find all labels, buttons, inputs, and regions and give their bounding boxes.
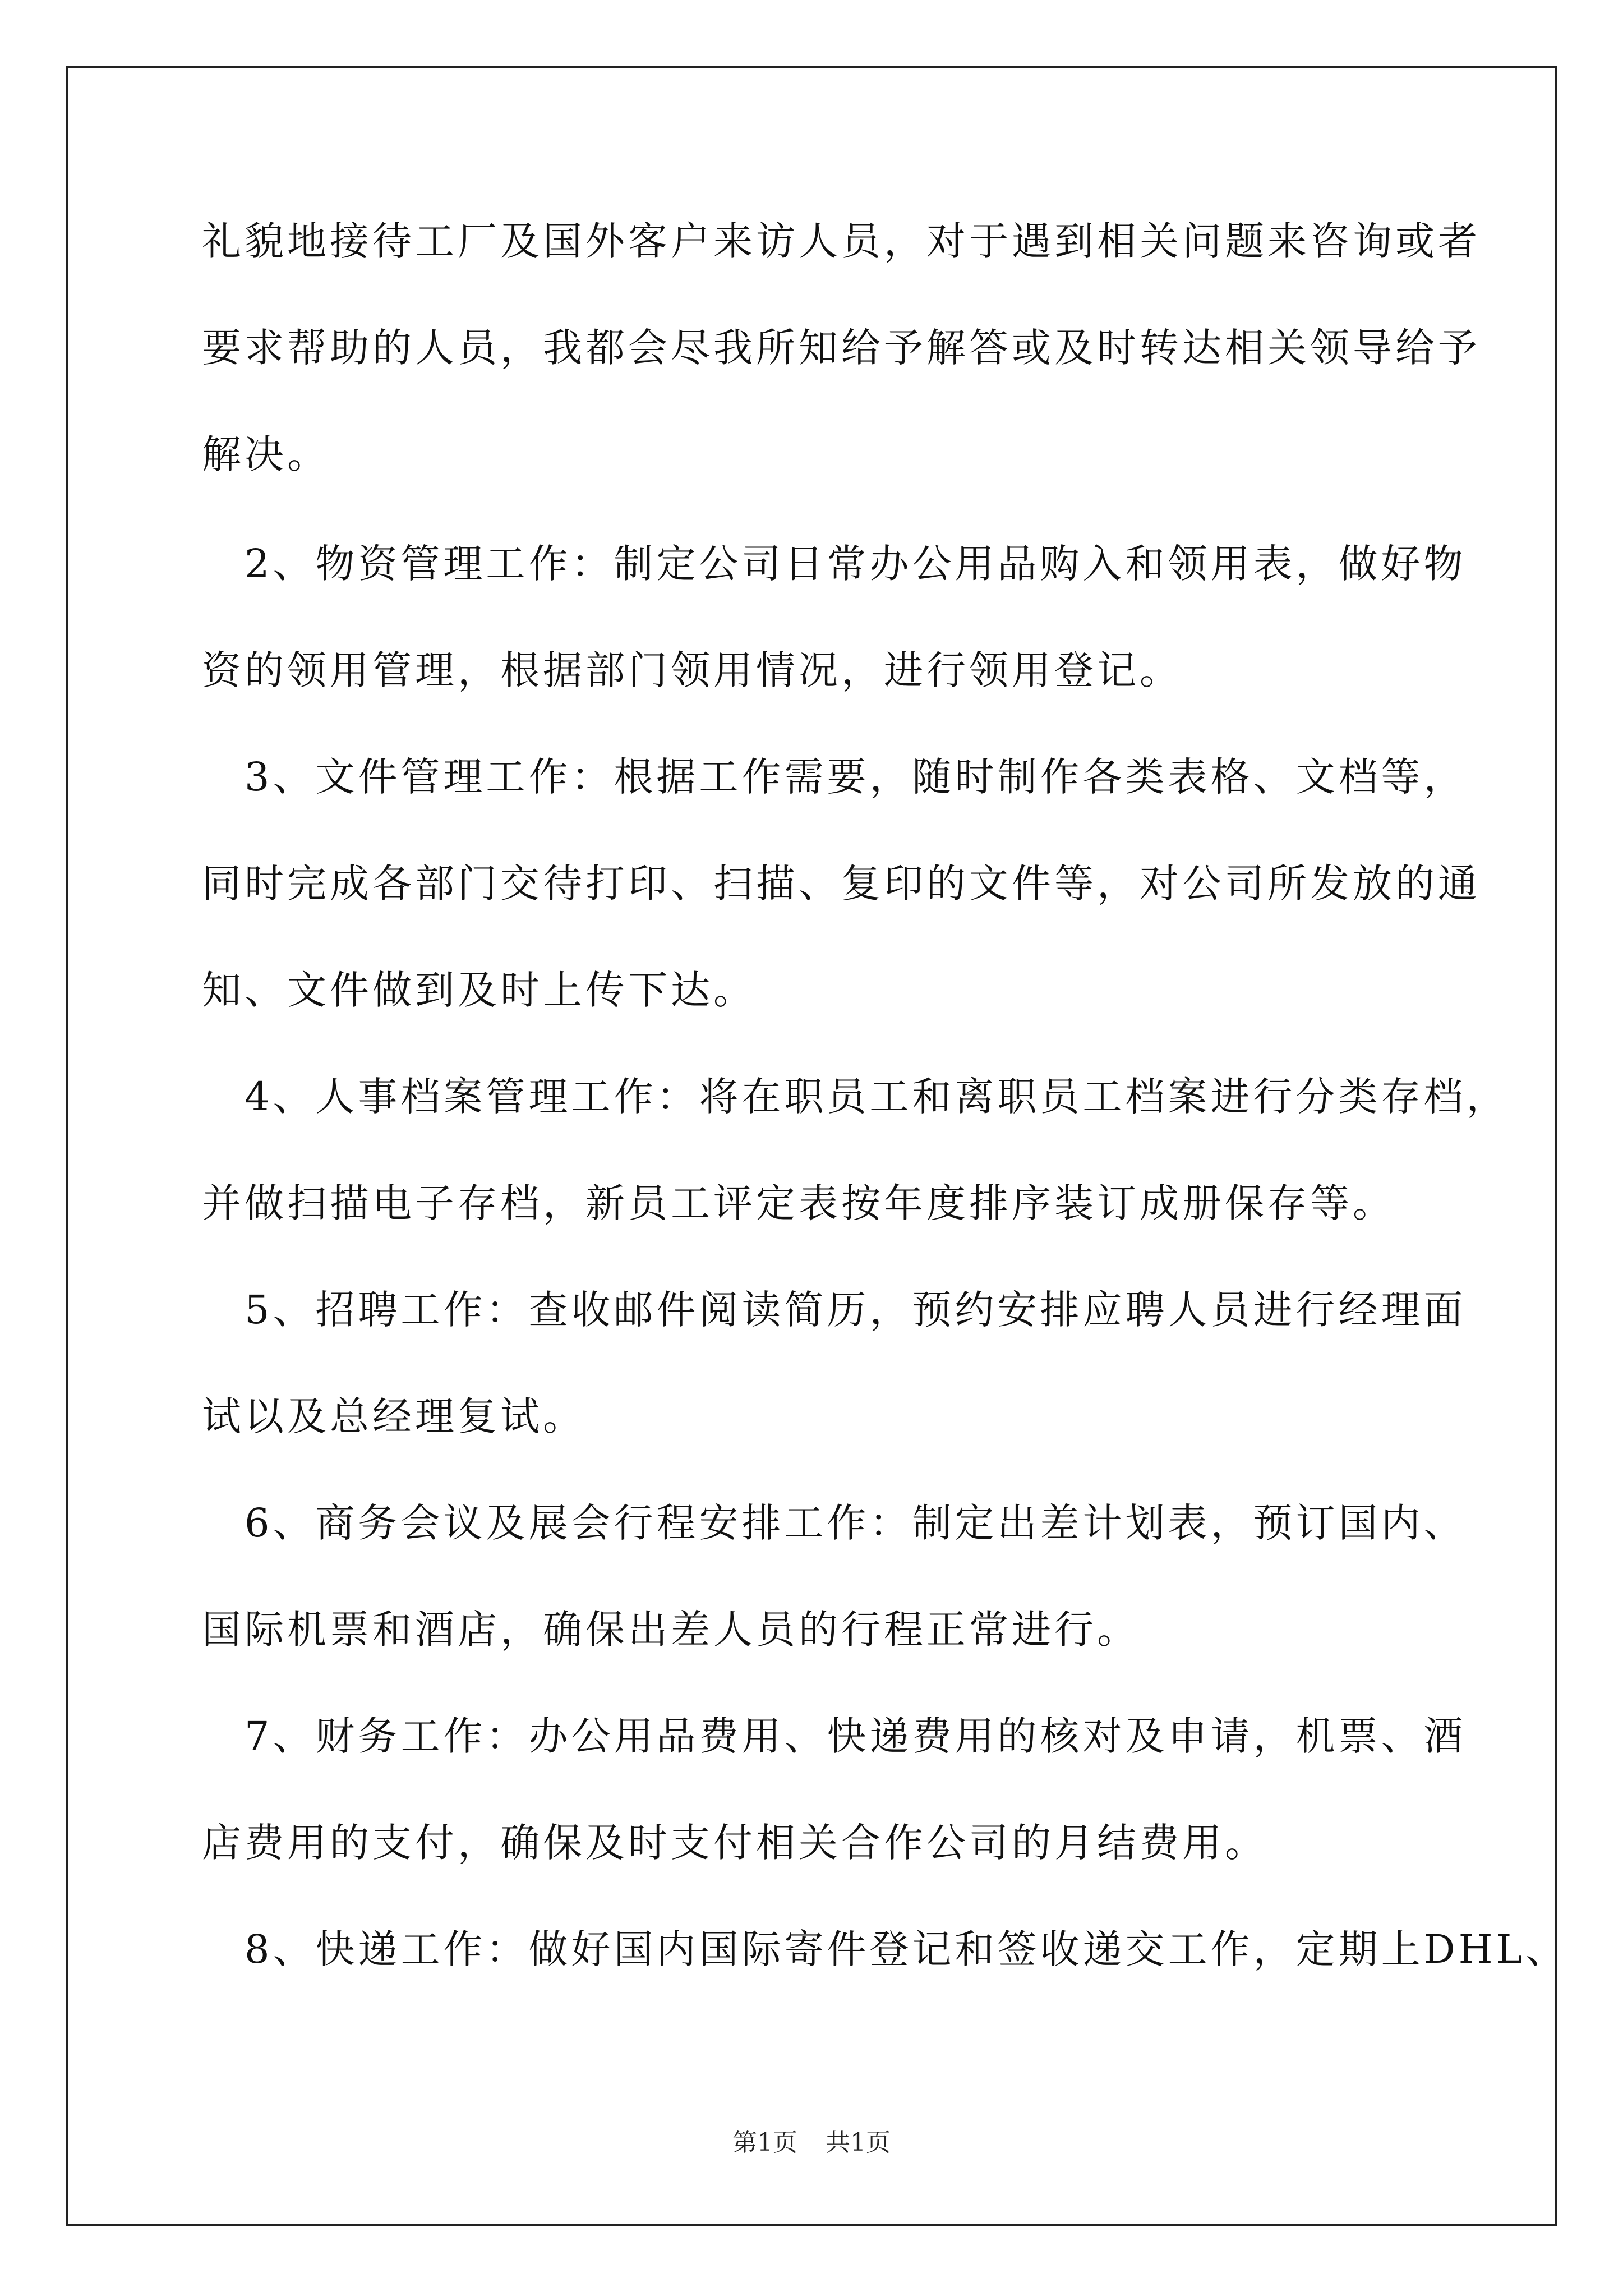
- text-line: 7、财务工作：办公用品费用、快递费用的核对及申请，机票、酒: [202, 1713, 1467, 1759]
- text-line: 试以及总经理复试。: [202, 1393, 585, 1439]
- page-border: [66, 66, 1557, 2226]
- text-line: 3、文件管理工作：根据工作需要，随时制作各类表格、文档等，: [202, 754, 1467, 800]
- page-number: 第1页: [732, 2128, 797, 2157]
- text-line: 8、快递工作：做好国内国际寄件登记和签收递交工作，定期上DHL、: [202, 1926, 1569, 1972]
- page-total: 共1页: [826, 2128, 891, 2157]
- text-line: 并做扫描电子存档，新员工评定表按年度排序装订成册保存等。: [202, 1180, 1395, 1226]
- text-line: 2、物资管理工作：制定公司日常办公用品购入和领用表，做好物: [202, 541, 1467, 587]
- text-line: 5、招聘工作：查收邮件阅读简历，预约安排应聘人员进行经理面: [202, 1287, 1467, 1333]
- text-line: 同时完成各部门交待打印、扫描、复印的文件等，对公司所发放的通: [202, 861, 1481, 907]
- text-line: 资的领用管理，根据部门领用情况，进行领用登记。: [202, 647, 1182, 693]
- text-line: 6、商务会议及展会行程安排工作：制定出差计划表，预订国内、: [202, 1500, 1467, 1546]
- page-footer: [0, 2126, 1623, 2160]
- text-line: 国际机票和酒店，确保出差人员的行程正常进行。: [202, 1607, 1140, 1653]
- text-line: 4、人事档案管理工作：将在职员工和离职员工档案进行分类存档，: [202, 1074, 1509, 1120]
- text-line: 要求帮助的人员，我都会尽我所知给予解答或及时转达相关领导给予: [202, 325, 1481, 371]
- text-line: 礼貌地接待工厂及国外客户来访人员，对于遇到相关问题来咨询或者: [202, 218, 1481, 264]
- text-line: 解决。: [202, 431, 330, 477]
- text-line: 店费用的支付，确保及时支付相关合作公司的月结费用。: [202, 1820, 1267, 1866]
- text-line: 知、文件做到及时上传下达。: [202, 967, 756, 1013]
